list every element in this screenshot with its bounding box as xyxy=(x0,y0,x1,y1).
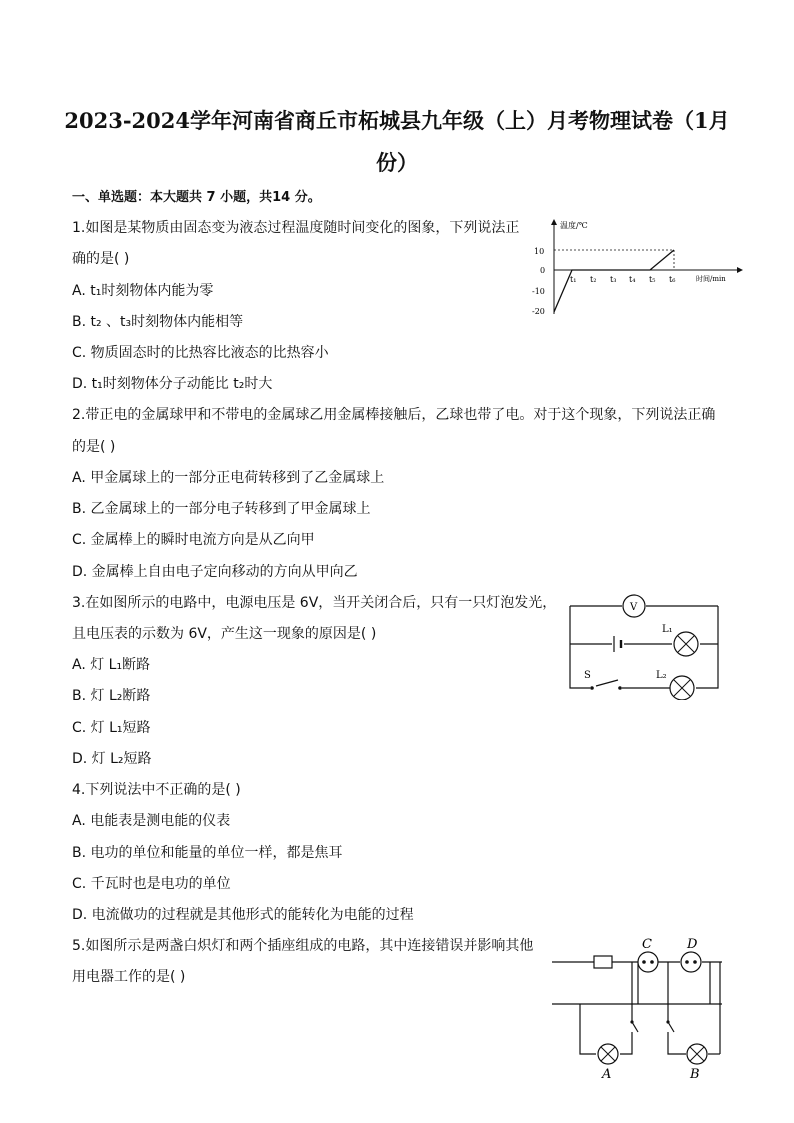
x-tick-label: t₆ xyxy=(669,275,676,284)
lamp-b-label: B xyxy=(690,1067,700,1082)
q3-stem-line2: 且电压表的示数为 6V，产生这一现象的原因是( ) xyxy=(72,626,377,642)
q3-option-d: D. 灯 L₂短路 xyxy=(72,751,152,767)
q1-option-d: D. t₁时刻物体分子动能比 t₂时大 xyxy=(72,376,273,392)
household-circuit-q5 xyxy=(550,934,730,1084)
q4-option-c: C. 千瓦时也是电功的单位 xyxy=(72,876,231,892)
page-title xyxy=(60,100,734,184)
q2-option-c: C. 金属棒上的瞬时电流方向是从乙向甲 xyxy=(72,532,315,548)
socket-d xyxy=(681,952,701,972)
q3-stem-line1: 3.在如图所示的电路中，电源电压是 6V，当开关闭合后，只有一只灯泡发光， xyxy=(72,595,557,611)
y-tick-label: -20 xyxy=(532,307,545,316)
q2-stem-line1: 2.带正电的金属球甲和不带电的金属球乙用金属棒接触后，乙球也带了电。对于这个现象，下列说法正确 xyxy=(72,407,716,423)
y-tick-label: -10 xyxy=(532,287,545,296)
q2-stem-line2: 的是( ) xyxy=(72,439,116,455)
circuit-diagram-q3 xyxy=(560,594,730,700)
lamp-l2-label: L₂ xyxy=(656,670,667,681)
lamp-l1-label: L₁ xyxy=(662,624,673,635)
x-tick-label: t₄ xyxy=(629,275,636,284)
q3-option-a: A. 灯 L₁断路 xyxy=(72,657,151,673)
socket-d-label: D xyxy=(687,937,698,952)
section-heading: 一、单选题：本大题共 7 小题，共14 分。 xyxy=(72,190,321,205)
x-tick-label: t₅ xyxy=(649,275,656,284)
y-tick-label: 10 xyxy=(534,247,545,256)
switch-blade xyxy=(596,680,618,686)
q4-stem: 4.下列说法中不正确的是( ) xyxy=(72,782,241,798)
q4-option-d: D. 电流做功的过程就是其他形式的能转化为电能的过程 xyxy=(72,907,414,923)
q5-stem-line2: 用电器工作的是( ) xyxy=(72,969,186,985)
switch-label: S xyxy=(584,670,591,681)
fuse xyxy=(594,956,612,968)
title-line-2: 份） xyxy=(376,150,418,175)
q2-option-a: A. 甲金属球上的一部分正电荷转移到了乙金属球上 xyxy=(72,470,385,486)
y-tick-label: 0 xyxy=(540,266,546,275)
q4-option-a: A. 电能表是测电能的仪表 xyxy=(72,813,231,829)
x-tick-label: t₁ xyxy=(570,275,577,284)
x-tick-label: t₃ xyxy=(610,275,617,284)
q2-option-d: D. 金属棒上自由电子定向移动的方向从甲向乙 xyxy=(72,564,358,580)
q1-stem-line1: 1.如图是某物质由固态变为液态过程温度随时间变化的图象，下列说法正 xyxy=(72,220,520,236)
q1-stem-line2: 确的是( ) xyxy=(72,251,130,267)
q1-option-c: C. 物质固态时的比热容比液态的比热容小 xyxy=(72,345,329,361)
q3-option-b: B. 灯 L₂断路 xyxy=(72,688,151,704)
temperature-time-graph xyxy=(530,214,750,324)
socket-c-label: C xyxy=(642,937,652,952)
q1-option-b: B. t₂ 、t₃时刻物体内能相等 xyxy=(72,314,244,330)
y-axis-label: 温度/℃ xyxy=(560,221,588,230)
q3-option-c: C. 灯 L₁短路 xyxy=(72,720,151,736)
voltmeter-label: V xyxy=(630,602,638,613)
title-line-1: 2023-2024学年河南省商丘市柘城县九年级（上）月考物理试卷（1月 xyxy=(64,108,730,133)
q4-option-b: B. 电功的单位和能量的单位一样，都是焦耳 xyxy=(72,845,343,861)
q5-stem-line1: 5.如图所示是两盏白炽灯和两个插座组成的电路，其中连接错误并影响其他 xyxy=(72,938,534,954)
socket-c xyxy=(638,952,658,972)
q2-option-b: B. 乙金属球上的一部分电子转移到了甲金属球上 xyxy=(72,501,371,517)
x-tick-label: t₂ xyxy=(590,275,597,284)
q1-option-a: A. t₁时刻物体内能为零 xyxy=(72,283,214,299)
x-axis-label: 时间/min xyxy=(696,275,726,283)
lamp-a-label: A xyxy=(602,1067,612,1082)
